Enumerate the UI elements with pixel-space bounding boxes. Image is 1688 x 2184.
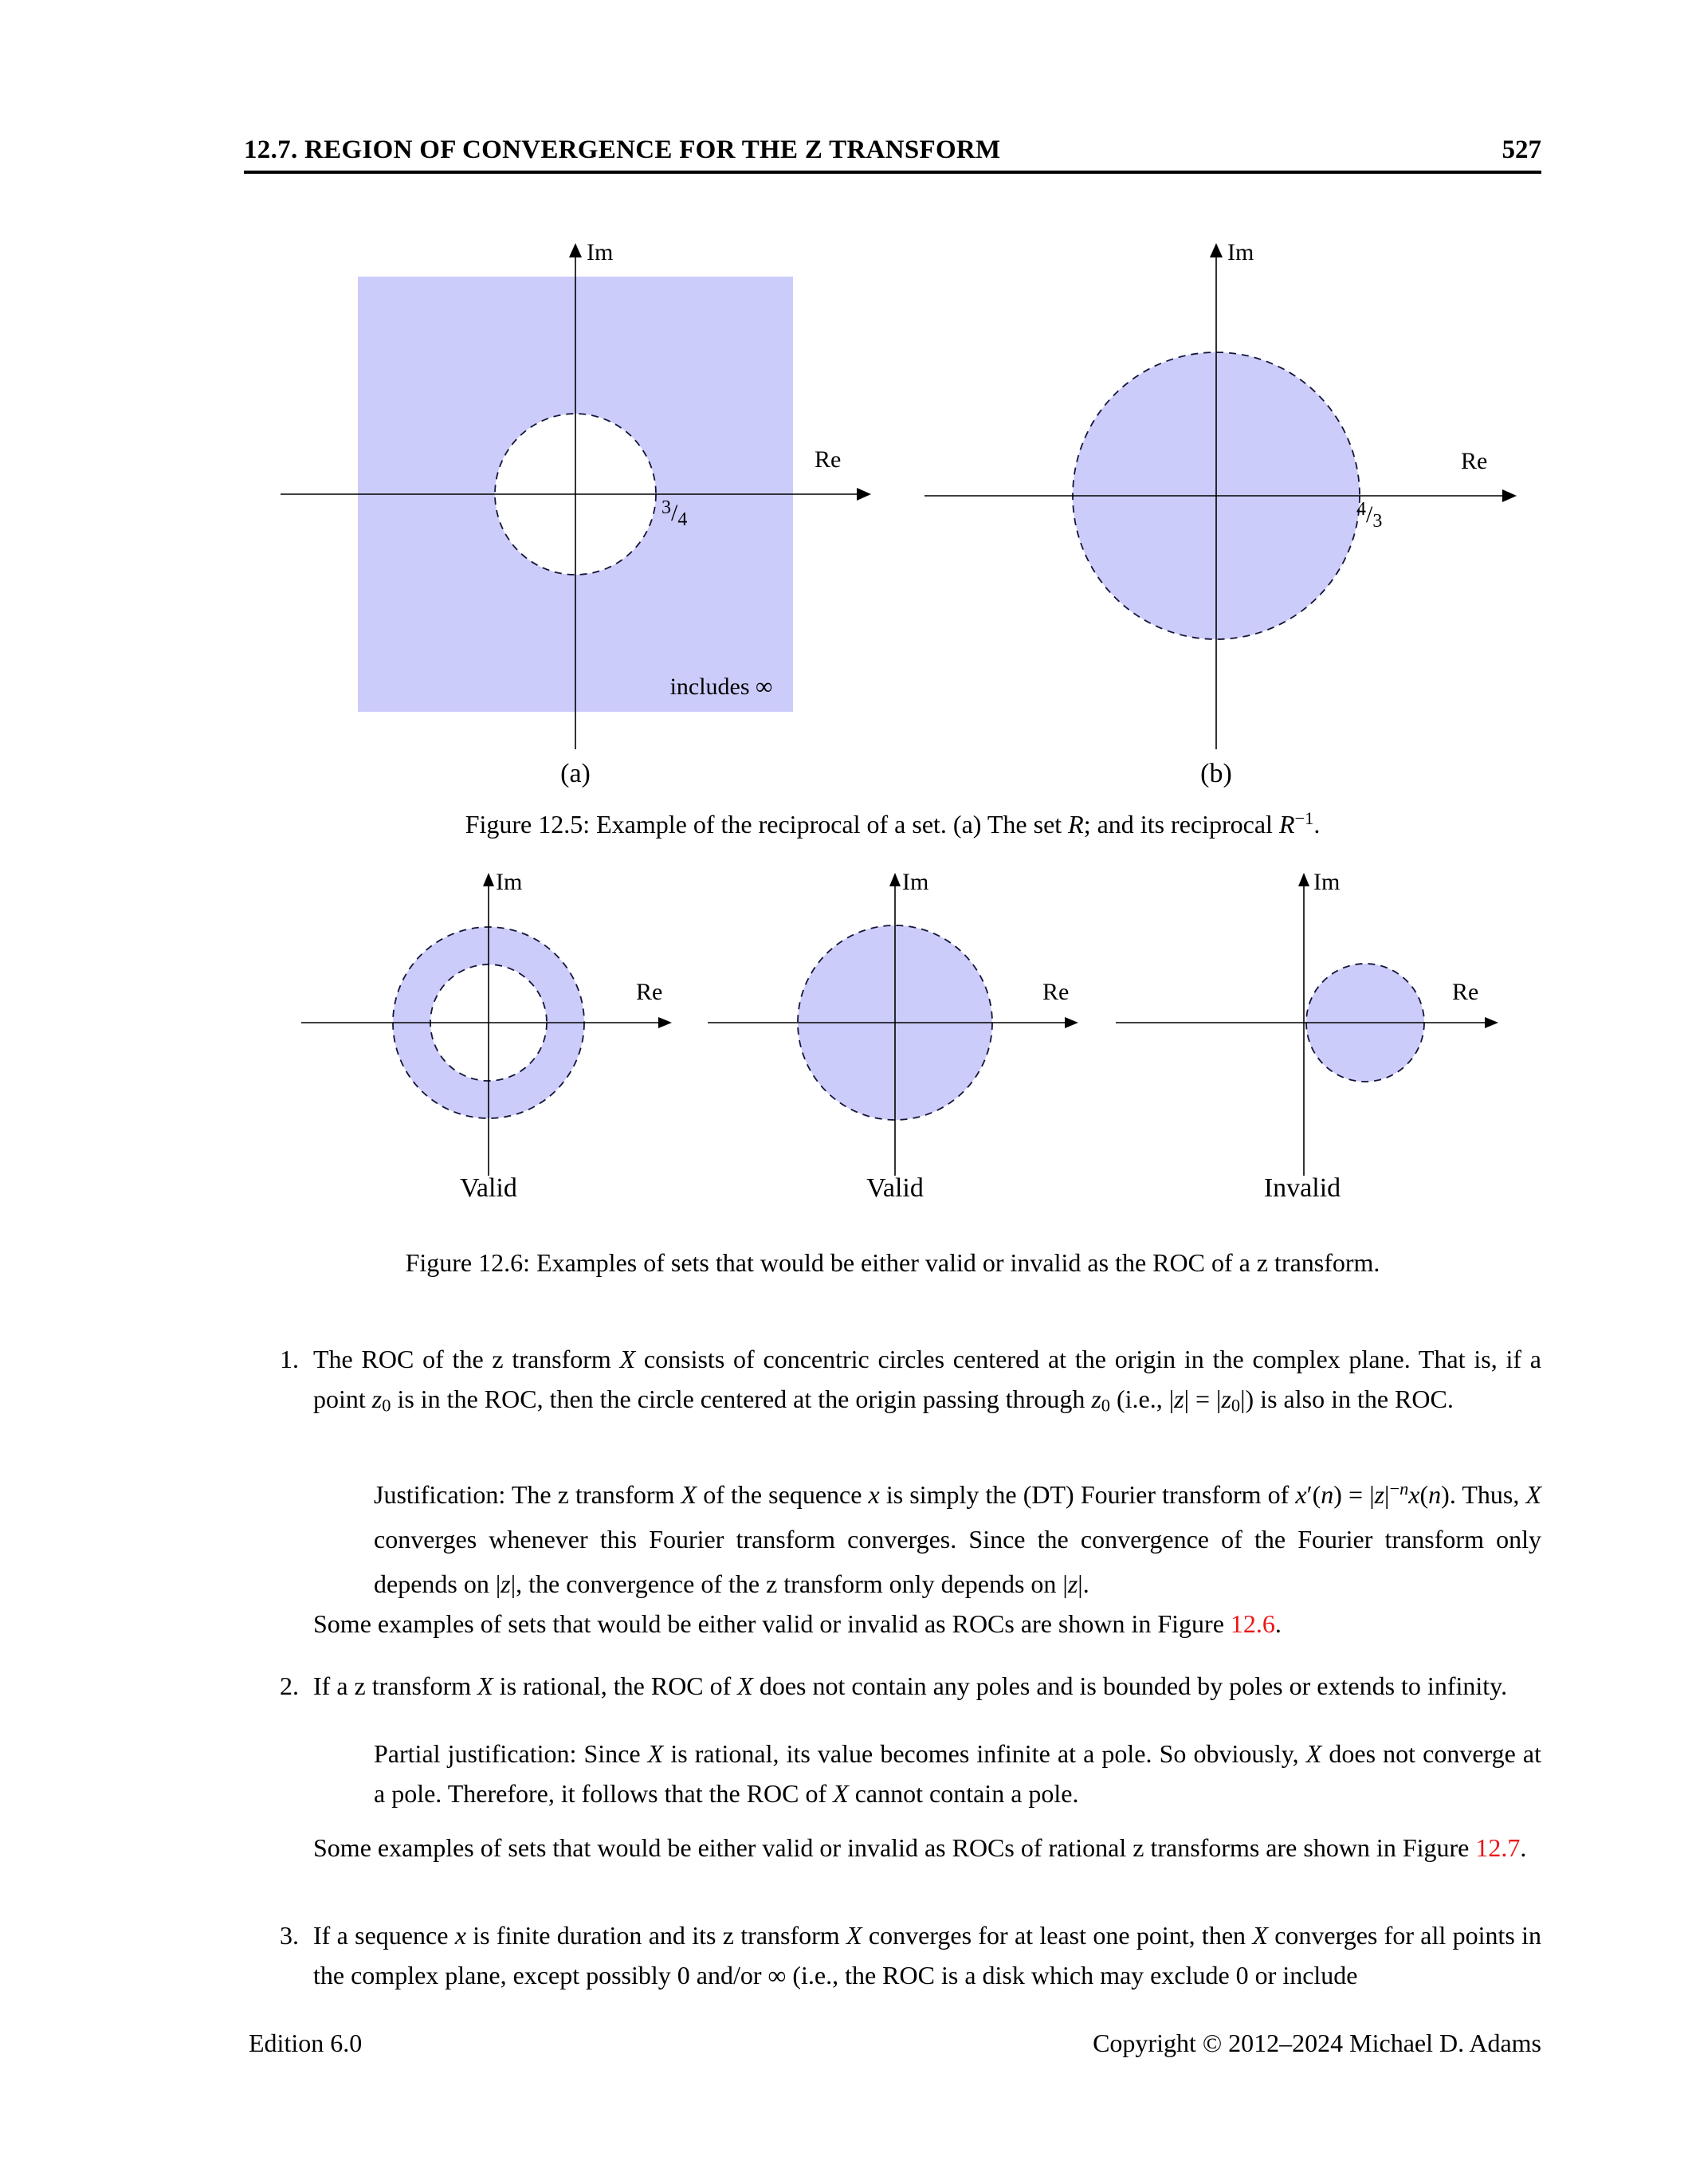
re-axis-arrow-icon [1065,1017,1078,1028]
re-axis-label: Re [636,979,663,1005]
subfigure-b-label: (b) [1200,759,1232,788]
re-axis-label: Re [815,446,842,473]
figure-12-6-caption: Figure 12.6: Examples of sets that would be either valid or invalid as the ROC of a z transform. [405,1248,1380,1277]
fig12-5b-plot [893,235,1530,793]
fig12-6-annulus-plot [287,865,685,1216]
im-axis-label: Im [1313,869,1341,895]
header-rule [244,171,1541,174]
verdict-label-valid: Valid [866,1173,924,1203]
list-item-3 [280,1915,1541,1995]
re-axis-label: Re [1042,979,1070,1005]
re-axis-arrow-icon [1502,489,1517,502]
re-axis-arrow-icon [658,1017,672,1028]
page-number: 527 [1502,136,1541,164]
verdict-label-valid: Valid [460,1173,517,1203]
radius-label-3-4: $^3/_4$ [661,497,688,530]
list-item-2 [280,1666,1541,1706]
fig12-5a-plot [271,235,885,793]
paragraph-figure-12-7-ref: Some examples of sets that would be either valid or invalid as ROCs of rational z transforms are shown in Figure 12.7. [313,1833,1527,1862]
list-item-number: 1. [280,1345,299,1373]
re-axis-arrow-icon [1485,1017,1498,1028]
justification-paragraph: Justification: The z transform X of the sequence x is simply the (DT) Fourier transform of $x'(n) = |z|^{-n}x(n)$. Thus, X converges whenever this Fourier transform converges. Since the convergence of the Fourier transform only depends on |z|, the convergence of the z transform only depends on |z|. [374,1479,1541,1599]
im-axis-arrow-icon [1298,873,1309,886]
im-axis-arrow-icon [1210,243,1223,257]
fig12-6-disk-plot [693,865,1092,1216]
im-axis-arrow-icon [483,873,494,886]
paragraph-figure-12-6-ref: Some examples of sets that would be either valid or invalid as ROCs are shown in Figure 12.6. [313,1609,1282,1638]
partial-justification-paragraph: Partial justification: Since X is rational, its value becomes infinite at a pole. So obviously, X does not converge at a pole. Therefore, it follows that the ROC of X cannot contain a pole. [374,1739,1542,1808]
im-axis-label: Im [1227,239,1254,265]
list-item-text: If a sequence x is finite duration and its z transform X converges for at least one point, then X converges for all points in the complex plane, except possibly 0 and/or ∞ (i.e., the ROC is a disk which may exclude 0 or include [313,1921,1542,1990]
im-axis-arrow-icon [569,243,582,257]
im-axis-label: Im [496,869,523,895]
re-axis-label: Re [1452,979,1479,1005]
im-axis-label: Im [587,239,614,265]
list-item-text: The ROC of the z transform X consists of concentric circles centered at the origin in the complex plane. That is, if a point $z_0$ is in the ROC, then the circle centered at the origin passing through $z_0$ (i.e., $|z| = |z_0|$) is also in the ROC. [313,1345,1541,1416]
page-footer [249,2029,1541,2058]
figure-12-5-caption: Figure 12.5: Example of the reciprocal of a set. (a) The set R; and its reciprocal $R^{-1}$. [465,808,1321,839]
re-axis-arrow-icon [857,488,871,501]
list-item-1 [280,1339,1541,1425]
list-item-number: 3. [280,1921,299,1950]
section-title: 12.7. REGION OF CONVERGENCE FOR THE Z TRANSFORM [244,136,1001,164]
re-axis-label: Re [1461,448,1488,474]
copyright-label: Copyright © 2012–2024 Michael D. Adams [1093,2029,1541,2057]
figure-reference-link[interactable]: 12.7 [1475,1833,1521,1862]
subfigure-a-label: (a) [560,759,591,788]
im-axis-label: Im [902,869,929,895]
figure-reference-link[interactable]: 12.6 [1230,1609,1275,1638]
fig12-6-offset-disk-plot [1100,865,1506,1216]
list-item-text: If a z transform X is rational, the ROC of X does not contain any poles and is bounded by poles or extends to infinity. [313,1671,1508,1700]
edition-label: Edition 6.0 [249,2029,363,2057]
list-item-number: 2. [280,1671,299,1700]
radius-label-4-3: $^4/_3$ [1356,499,1383,532]
includes-infinity-label: includes ∞ [669,674,773,700]
verdict-label-invalid: Invalid [1263,1173,1341,1203]
im-axis-arrow-icon [889,873,901,886]
